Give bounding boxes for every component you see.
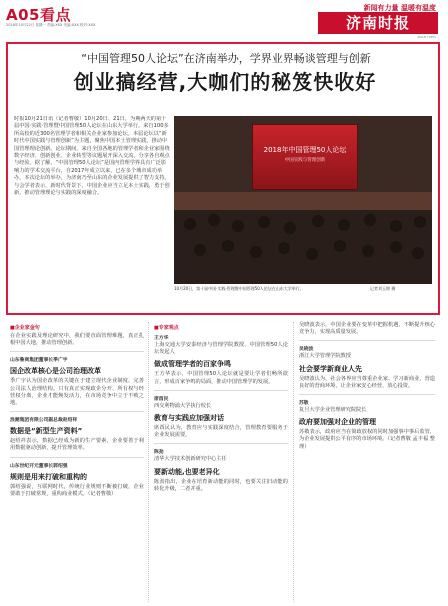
conference-photo [174, 116, 432, 284]
feature-headline: 创业搞经营,大咖们的秘笈快收好 [73, 70, 377, 94]
stage [174, 192, 432, 212]
subhead: 国企改革核心是公司治理改革 [10, 367, 101, 376]
paragraph: 王方华表示，中国管理50人论坛就是要让学者们畅所欲言，形成百家争鸣的局面，推动中国管理学的发展。 [154, 371, 288, 385]
paragraph: 席酉民认为，教育应与实践深度结合，管理教育要服务于企业发展需要。 [154, 425, 288, 439]
photo-caption: 10月20日，第十届中国·实践·管理暨中国管理50人论坛在山东大学举行。 [174, 286, 304, 291]
screen-title: 2018年中国管理50人论坛 [263, 146, 347, 154]
column-middle [154, 322, 288, 602]
expert-role: 浙江大学管理学院教授 [299, 353, 351, 360]
paragraph: 吴晓波表示，中国企业要在变革中把握机遇，不断提升核心竞争力，实现高质量发展。 [299, 322, 435, 336]
paragraph: 赵绍祥表示，数据已经成为新的生产要素，企业要善于利用数据驱动创新，提升管理效率。 [10, 438, 144, 452]
subhead: 规则是用来打破和重构的 [10, 472, 87, 481]
audience [174, 210, 432, 284]
projection-screen [252, 124, 358, 190]
expert-role: 复旦大学企业管理研究院院长 [299, 407, 367, 414]
paragraph: 郭绍强说，互联网时代，传统行业规则不断被打破，企业要敢于打破常规，重构商业模式。（记者曹敬） [10, 483, 144, 497]
paragraph: 吴晓波认为，社会各界应当尊重企业家、学习新商业，营造良好的营商环境，让企业家安心经营、放心投资。 [299, 375, 435, 389]
expert-name: 席酉民 [154, 396, 169, 402]
subhead: 政府要加强对企业的管理 [299, 418, 376, 427]
subhead: 教育与实践应加强对话 [154, 414, 224, 423]
dateline: 2018年10月22日 星期一 责编:XXX 美编:XXX 校对:XXX [6, 23, 96, 27]
column-divider [148, 322, 149, 602]
speaker-name: 山东鲁商集团董事长季广宇 [10, 358, 68, 364]
expert-name: 吴晓波 [299, 347, 314, 353]
column-intro: 在企业实践及理论研究中，我们要直面管理难题，真正扎根中国大地，推动管理创新。 [10, 333, 144, 347]
expert-name: 苏敬 [299, 401, 309, 407]
speaker-name: 山东世纪开元董事长郭绍强 [10, 463, 68, 469]
paragraph: 陈劲指出，企业在培育新动能的同时，也要关注旧动能的转化升级，二者并重。 [154, 478, 288, 492]
column-divider [293, 322, 294, 602]
expert-name: 王方华 [154, 336, 169, 341]
speaker-name: 浪潮集团有限公司副总裁赵绍祥 [10, 418, 78, 424]
expert-role: 清华大学技术创新研究中心主任 [154, 456, 227, 463]
photo-credit: 记者刘玉锦 摄 [370, 286, 396, 291]
subhead: 要新动能,也要老异化 [154, 467, 220, 476]
paragraph: 季广宇认为国企改革的关键在于建立现代企业制度，完善公司法人治理结构。只有真正实现政企分开、所有权与经营权分离，企业才能焕发活力，在市场竞争中立于不败之地。 [10, 378, 144, 407]
expert-name: 陈劲 [154, 450, 164, 456]
column-tag: ■企业家金句 [10, 325, 40, 331]
subhead: 数据是“新型生产资料” [10, 427, 83, 436]
subhead: 做成管理学者的百家争鸣 [154, 360, 231, 369]
column-right [299, 322, 435, 602]
slogan: 新闻有力量 温暖有温度 [363, 4, 436, 12]
paragraph: 苏敬表示，政府应当在简政放权的同时加强事中事后监管，为企业发展提供公平有序的市场环境。（记者曹敬 孟丰福 整理） [299, 429, 435, 450]
column-left [10, 322, 144, 602]
subhead: 社会要学新商业人先 [299, 364, 362, 373]
screen-subtitle: 中国实践与管理创新 [284, 158, 326, 163]
feature-body-text: 时报10月21日讯（记者曹敬）10月20日、21日，为期两天的第十届中国·实践·管理暨中国管理50人论坛在山东大学举行。来自100多所高校的近300名管理学者和相关企业家参加论坛。本届论坛以“新时代中国实践与管理创新”为主题，聚焦中国本土管理实践，推动中国管理理论创新。论坛期间，来自全国各地的管理学者和企业家围绕数字经济、创新创业、企业转型等议题展开深入交流，分享各自观点与经验。据了解，“中国管理50人论坛”是国内管理学界具有广泛影响力的学术交流平台，自2017年成立以来，已在多个城市成功举办。本次论坛的举办，为济南乃至山东的企业发展提供了智力支持。与会学者表示，新时代背景下，中国企业应当立足本土实践，勇于创新，推动管理理论与实践的深度融合。 [14, 116, 170, 197]
expert-role: 西交利物浦大学执行校长 [154, 402, 212, 409]
section-label: A05看点 [6, 6, 71, 24]
logo-subtitle: JINAN TIMES [417, 35, 436, 39]
feature-kicker: “中国管理50人论坛”在济南举办，学界业界畅谈管理与创新 [81, 52, 371, 65]
column-tag: ■专家观点 [154, 325, 179, 331]
page-header [0, 0, 448, 38]
expert-role: 上海交通大学安泰经济与管理学院教授、中国管理50人论坛发起人 [154, 342, 288, 356]
newspaper-logo: 济南时报 [318, 12, 438, 34]
